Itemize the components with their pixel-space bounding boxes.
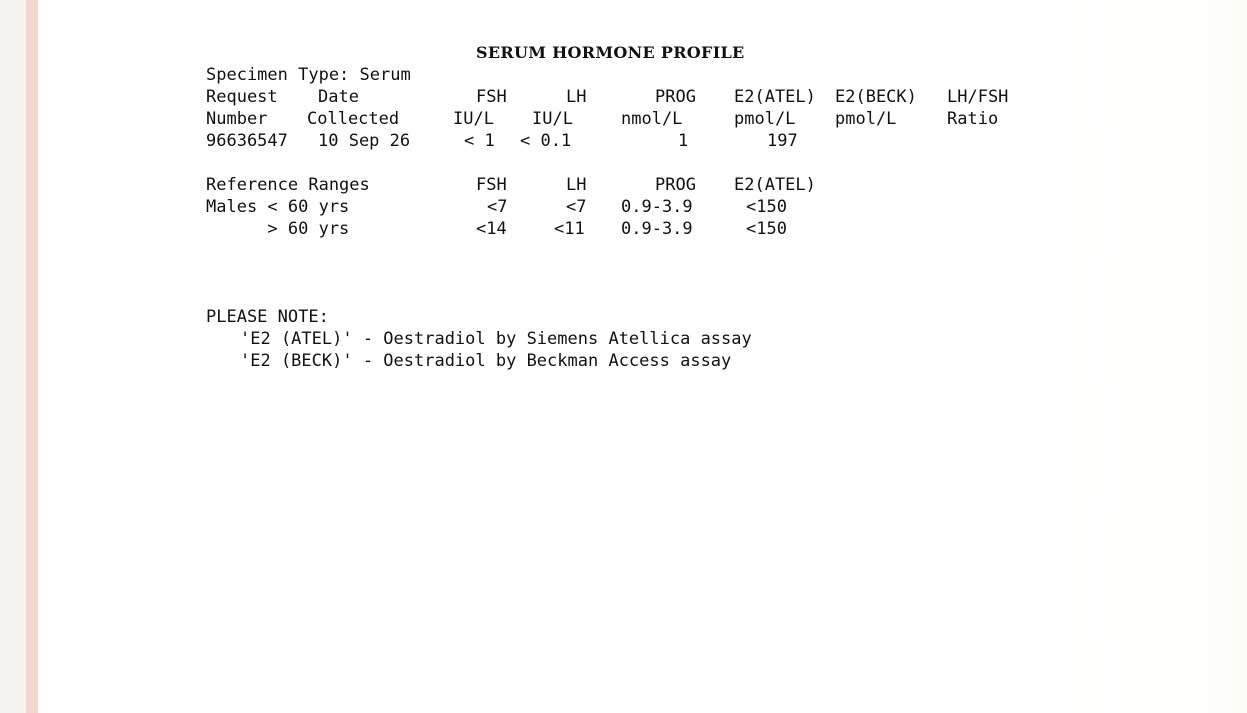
col-lh-unit: IU/L xyxy=(532,109,573,129)
margin-rule xyxy=(26,0,38,713)
col-number: Number xyxy=(206,109,268,129)
lh-value: < 0.1 xyxy=(520,131,572,151)
date-collected: 10 Sep 26 xyxy=(318,131,411,151)
col-prog: PROG xyxy=(655,87,696,107)
note-heading-line xyxy=(206,306,1206,328)
header-row-1 xyxy=(206,86,1206,108)
ref-e2-atel: <150 xyxy=(746,219,787,239)
ref-col-prog: PROG xyxy=(655,175,696,195)
col-e2-beck-unit: pmol/L xyxy=(835,109,897,129)
col-e2-atel-unit: pmol/L xyxy=(734,109,796,129)
report-title: SERUM HORMONE PROFILE xyxy=(476,43,745,62)
note-item: 'E2 (ATEL)' - Oestradiol by Siemens Atellica assay xyxy=(240,329,752,349)
left-margin xyxy=(0,0,26,713)
ref-prog: 0.9-3.9 xyxy=(621,219,693,239)
hormone-report xyxy=(206,42,1206,372)
col-prog-unit: nmol/L xyxy=(621,109,683,129)
note-item: 'E2 (BECK)' - Oestradiol by Beckman Access assay xyxy=(240,351,732,371)
fsh-value: < 1 xyxy=(464,131,495,151)
ref-e2-atel: <150 xyxy=(746,197,787,217)
note-line xyxy=(206,328,1206,350)
reference-row xyxy=(206,218,1206,240)
e2-atel-value: 197 xyxy=(767,131,798,151)
reference-header xyxy=(206,174,1206,196)
col-e2-atel: E2(ATEL) xyxy=(734,87,816,107)
ref-fsh: <7 xyxy=(487,197,508,217)
reference-heading: Reference Ranges xyxy=(206,175,370,195)
ref-col-fsh: FSH xyxy=(476,175,507,195)
ref-fsh: <14 xyxy=(476,219,507,239)
col-lh: LH xyxy=(566,87,587,107)
ref-col-lh: LH xyxy=(566,175,587,195)
ref-prog: 0.9-3.9 xyxy=(621,197,693,217)
spacer xyxy=(206,240,1206,306)
reference-row xyxy=(206,196,1206,218)
col-e2-beck: E2(BECK) xyxy=(835,87,917,107)
col-request: Request xyxy=(206,87,278,107)
specimen-line xyxy=(206,64,1206,86)
spacer xyxy=(206,152,1206,174)
col-collected: Collected xyxy=(307,109,400,129)
col-date: Date xyxy=(318,87,359,107)
ref-col-e2-atel: E2(ATEL) xyxy=(734,175,816,195)
header-row-2 xyxy=(206,108,1206,130)
reference-label: Males < 60 yrs xyxy=(206,197,350,217)
col-fsh-unit: IU/L xyxy=(453,109,494,129)
report-page xyxy=(38,0,1247,713)
note-heading: PLEASE NOTE: xyxy=(206,307,329,327)
note-line xyxy=(206,350,1206,372)
title-line xyxy=(206,42,1206,64)
col-lh-fsh: LH/FSH xyxy=(947,87,1009,107)
specimen-type: Specimen Type: Serum xyxy=(206,65,411,85)
request-number: 96636547 xyxy=(206,131,288,151)
col-ratio: Ratio xyxy=(947,109,999,129)
prog-value: 1 xyxy=(678,131,689,151)
col-fsh: FSH xyxy=(476,87,507,107)
reference-label: > 60 yrs xyxy=(206,219,350,239)
result-row xyxy=(206,130,1206,152)
ref-lh: <7 xyxy=(566,197,587,217)
ref-lh: <11 xyxy=(554,219,585,239)
